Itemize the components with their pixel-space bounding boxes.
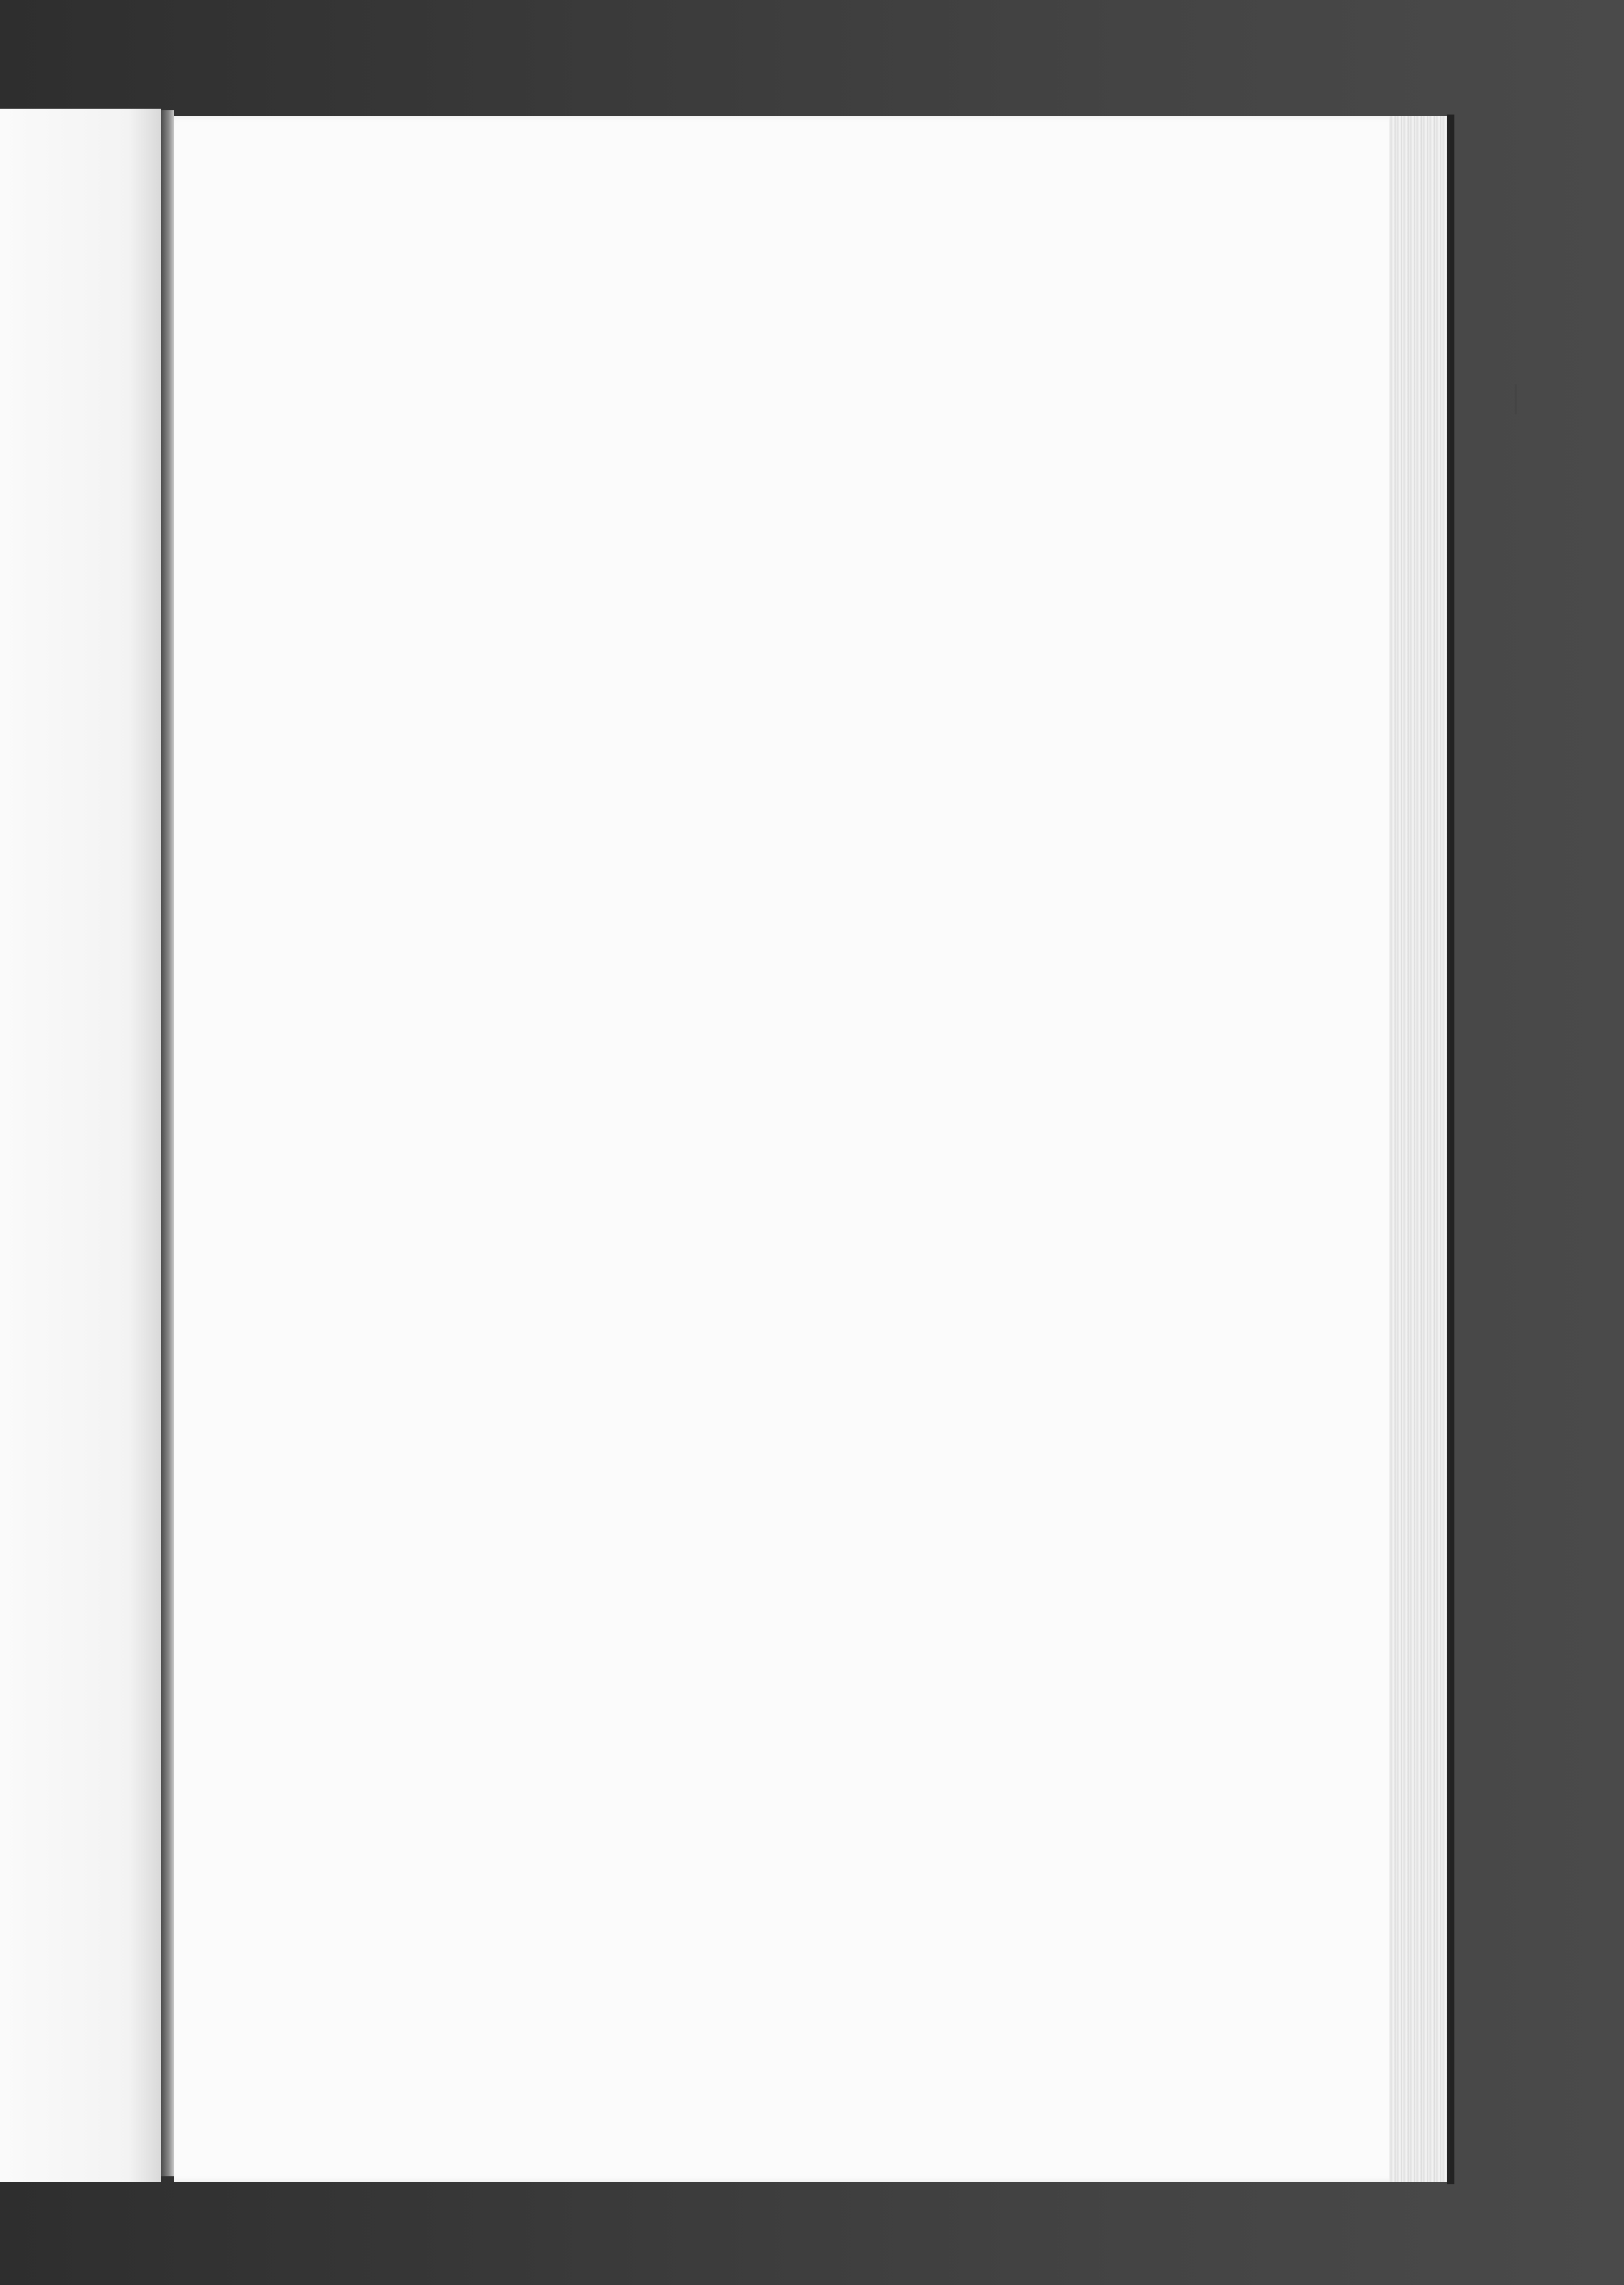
book-cover-edge xyxy=(1447,115,1454,2184)
scan-artifact-mark: | xyxy=(1512,378,1520,415)
facing-page xyxy=(0,109,161,2182)
book-page xyxy=(174,116,1418,2182)
book-gutter xyxy=(161,110,174,2176)
page-edges xyxy=(1389,116,1454,2182)
